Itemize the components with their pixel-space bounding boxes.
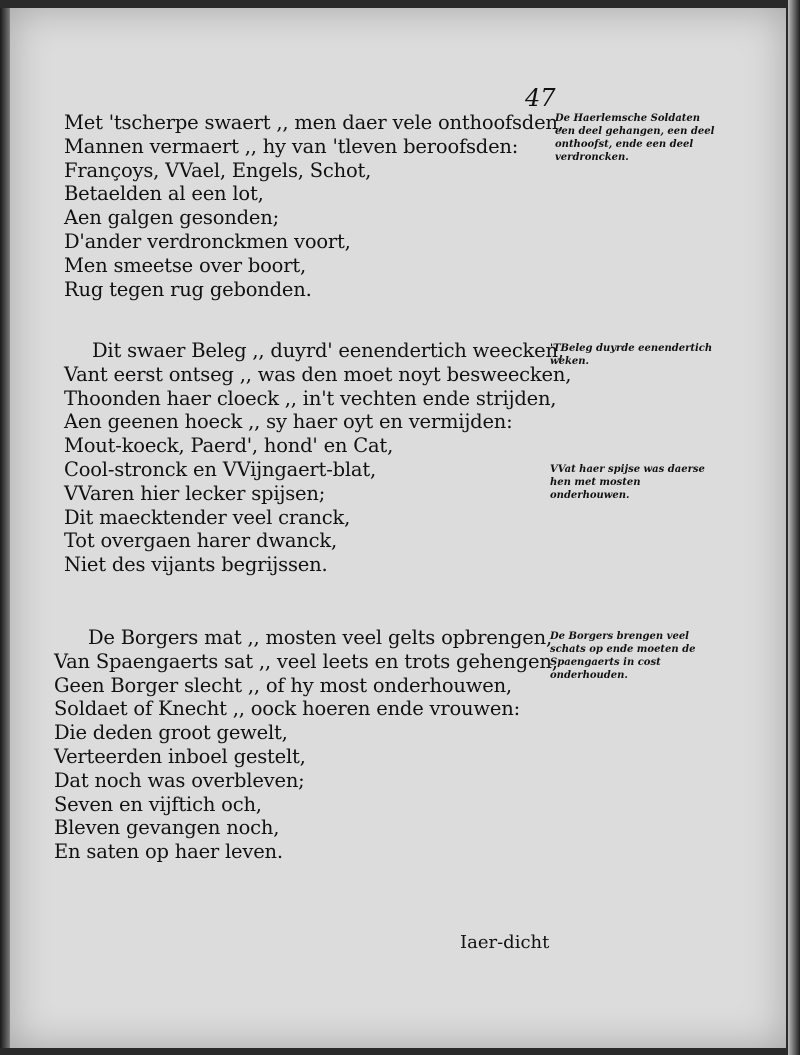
verse-line: Vant eerst ontseg ,, was den moet noyt besweecken, — [64, 362, 572, 386]
verse-line: Bleven gevangen noch, — [54, 816, 280, 840]
verse-line: Betaelden al een lot, — [64, 182, 264, 206]
verse-line: Aen geenen hoeck ,, sy haer oyt en vermijden: — [64, 410, 513, 434]
verse-line: De Borgers mat ,, mosten veel gelts opbrengen, — [88, 626, 552, 649]
marginal-note: VVat haer spijse was daerse hen met mosten onderhouwen. — [550, 464, 705, 501]
verse-line: Seven en vijftich och, — [54, 792, 262, 816]
verse-line: Niet des vijants begrijssen. — [64, 553, 328, 577]
verse-line: Cool-stronck en VVijngaert-blat, — [64, 457, 376, 481]
verse-line: Van Spaengaerts sat ,, veel leets en trots gehengen, — [54, 649, 558, 673]
page-number: 47 — [525, 84, 556, 112]
verse-line: VVaren hier lecker spijsen; — [64, 481, 326, 505]
marginal-note: De Borgers brengen veel schats op ende moeten de Spaengaerts in cost onderhouden. — [550, 631, 696, 681]
marginal-note: De Haerlemsche Soldaten een deel gehangen, een deel onthoofst, ende een deel verdroncken. — [555, 113, 715, 163]
verse-line: Men smeetse over boort, — [64, 253, 306, 277]
poem-stanza-1 — [64, 111, 564, 301]
book-page — [10, 8, 786, 1048]
verse-line: Thoonden haer cloeck ,, in't vechten ende strijden, — [64, 386, 557, 410]
verse-line: En saten op haer leven. — [54, 840, 283, 864]
verse-line: Soldaet of Knecht ,, oock hoeren ende vrouwen: — [54, 697, 520, 721]
poem-stanza-2 — [64, 339, 571, 577]
verse-line: Dat noch was overbleven; — [54, 768, 305, 792]
verse-line: Rug tegen rug gebonden. — [64, 277, 312, 301]
catchword: Iaer-dicht — [460, 932, 550, 953]
page-edge — [788, 0, 800, 1055]
verse-line: Dit swaer Beleg ,, duyrd' eenendertich weecken, — [92, 339, 564, 362]
verse-line: D'ander verdronckmen voort, — [64, 229, 351, 253]
verse-line: Françoys, VVael, Engels, Schot, — [64, 158, 372, 182]
verse-line: Geen Borger slecht ,, of hy most onderhouwen, — [54, 673, 512, 697]
verse-line: Mannen vermaert ,, hy van 'tleven beroofsden: — [64, 134, 519, 158]
verse-line: Tot overgaen harer dwanck, — [64, 529, 337, 553]
verse-line: Aen galgen gesonden; — [64, 206, 279, 230]
marginal-note: 'TBeleg duyrde eenendertich weken. — [550, 343, 713, 367]
verse-line: Mout-koeck, Paerd', hond' en Cat, — [64, 434, 394, 458]
verse-line: Die deden groot gewelt, — [54, 721, 288, 745]
poem-stanza-3 — [54, 626, 558, 864]
verse-line: Met 'tscherpe swaert ,, men daer vele onthoofsden, — [64, 111, 564, 134]
verse-line: Dit maecktender veel cranck, — [64, 505, 351, 529]
verse-line: Verteerden inboel gestelt, — [54, 744, 306, 768]
